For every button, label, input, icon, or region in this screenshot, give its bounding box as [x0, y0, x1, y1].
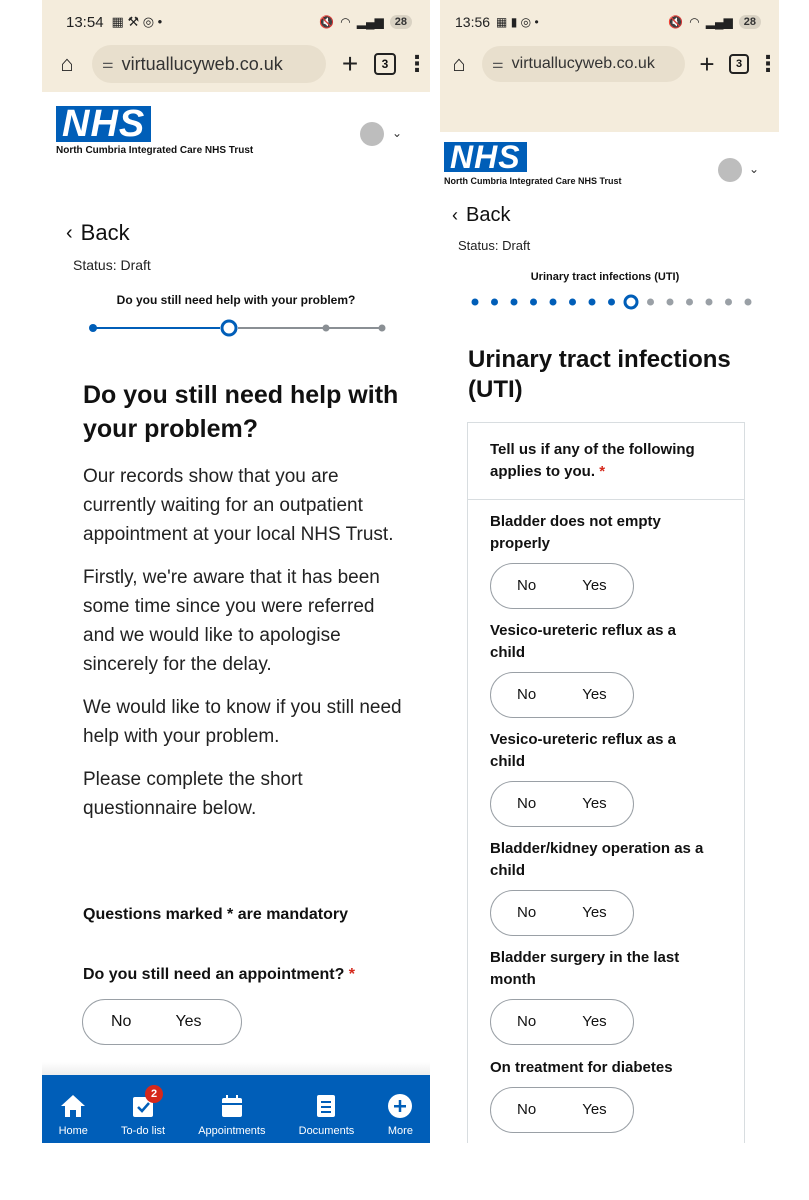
question-item [468, 947, 732, 1045]
progress-step-todo [647, 299, 654, 306]
progress-step-todo [745, 299, 752, 306]
address-bar[interactable] [92, 45, 326, 83]
question-item [468, 838, 752, 936]
status-bar [42, 0, 430, 44]
nav-label: Home [58, 1125, 88, 1137]
intro-text [83, 462, 403, 823]
question-label: Vesico-ureteric reflux as a child [490, 731, 676, 770]
nhs-logo[interactable]: NHS [56, 106, 151, 142]
progress-step-2-current [222, 321, 236, 335]
url-text: virtuallucyweb.co.uk [511, 55, 655, 72]
status-label: Status: Draft [458, 238, 531, 253]
avatar[interactable] [360, 122, 384, 146]
progress-step-done [530, 299, 537, 306]
page-title: Do you still need help with your problem? [83, 381, 399, 443]
question-item [468, 620, 732, 718]
yes-option[interactable]: Yes [582, 577, 607, 594]
yes-option[interactable]: Yes [175, 1013, 202, 1030]
nhs-header [42, 92, 430, 160]
home-icon[interactable]: ⌂ [452, 51, 466, 76]
yes-no-toggle[interactable] [490, 999, 634, 1045]
new-tab-icon[interactable]: + [699, 48, 715, 79]
home-icon[interactable]: ⌂ [60, 51, 74, 76]
paragraph: We would like to know if you still need help with your problem. [83, 697, 402, 747]
yes-option[interactable]: Yes [582, 904, 607, 921]
clock: 13:54 [66, 13, 104, 31]
progress-stepper [82, 316, 392, 340]
trust-name: North Cumbria Integrated Care NHS Trust [444, 176, 622, 186]
avatar[interactable] [718, 158, 742, 182]
paragraph: Firstly, we're aware that it has been some time since you were referred and we would like to apologise sincerely for the delay. [83, 567, 380, 675]
progress-step-done [472, 299, 479, 306]
left-phone-screen [42, 0, 430, 1143]
todo-badge: 2 [145, 1085, 163, 1103]
required-marker: * [348, 966, 356, 983]
progress-step-done [491, 299, 498, 306]
question-label: On treatment for diabetes [490, 1059, 673, 1076]
calendar-icon [219, 1093, 245, 1119]
nav-appointments[interactable] [198, 1093, 265, 1137]
question-item [468, 729, 732, 827]
no-option[interactable]: No [517, 686, 537, 703]
wifi-icon: ◠ [689, 15, 700, 29]
nav-label: Documents [298, 1125, 355, 1137]
progress-step-3 [323, 325, 330, 332]
progress-stepper [468, 290, 778, 314]
yes-option[interactable]: Yes [582, 1013, 607, 1030]
trust-name: North Cumbria Integrated Care NHS Trust [56, 145, 254, 156]
nav-more[interactable] [387, 1093, 413, 1137]
url-text: virtuallucyweb.co.uk [121, 53, 283, 74]
paragraph: Our records show that you are currently waiting for an outpatient appointment at your local NHS Trust. [83, 466, 394, 545]
chevron-left-icon: ‹ [452, 205, 458, 225]
page-title: Urinary tract infections (UTI) [468, 346, 731, 403]
chevron-down-icon[interactable]: ⌄ [392, 126, 403, 140]
question-label: Bladder surgery in the last month [490, 949, 680, 988]
question-card [467, 422, 745, 1143]
notification-icons: ▦ ⚒ ◎ • [111, 14, 163, 29]
mandatory-note: Questions marked * are mandatory [83, 906, 348, 923]
progress-step-done [550, 299, 557, 306]
home-icon [60, 1093, 86, 1119]
tab-switcher-button[interactable]: 3 [374, 53, 396, 75]
required-marker: * [599, 462, 606, 480]
progress-step-done [589, 299, 596, 306]
address-bar[interactable] [482, 46, 685, 82]
battery-icon: 28 [390, 15, 412, 29]
mute-icon: 🔇 [319, 15, 335, 29]
progress-step-1 [89, 324, 97, 332]
notification-icons: ▦ ▮ ◎ • [496, 15, 539, 29]
yes-no-toggle[interactable] [490, 781, 634, 827]
back-label: Back [80, 220, 130, 245]
no-option[interactable]: No [517, 577, 537, 594]
content-fade [42, 1062, 430, 1076]
nav-label: More [387, 1125, 413, 1137]
yes-no-toggle[interactable] [490, 672, 634, 718]
yes-option[interactable]: Yes [582, 795, 607, 812]
step-title: Urinary tract infections (UTI) [530, 271, 680, 283]
tab-switcher-button[interactable]: 3 [729, 54, 749, 74]
nav-home[interactable] [59, 1093, 88, 1137]
wifi-icon: ◠ [340, 15, 351, 29]
signal-icon: ▂▄▆ [356, 15, 384, 29]
plus-circle-icon [387, 1093, 413, 1119]
question-text: Do you still need an appointment? [83, 966, 345, 983]
browser-chrome [42, 0, 430, 92]
progress-step-todo [706, 299, 713, 306]
nav-label: Appointments [198, 1125, 266, 1137]
progress-step-todo [667, 299, 674, 306]
nav-documents[interactable] [299, 1093, 355, 1137]
signal-icon: ▂▄▆ [705, 15, 733, 29]
question-item [468, 1057, 752, 1133]
yes-option[interactable]: Yes [582, 1101, 607, 1119]
nhs-header [440, 132, 779, 192]
card-prompt [468, 423, 744, 500]
question-label [83, 966, 355, 984]
yes-no-toggle[interactable] [490, 563, 634, 609]
url-bar-row [42, 44, 430, 92]
question-label: Bladder/kidney operation as a child [490, 840, 704, 879]
no-option[interactable]: No [517, 1101, 537, 1119]
progress-step-done [511, 299, 518, 306]
status-bar [440, 0, 779, 44]
paragraph: Please complete the short questionnaire below. [83, 769, 303, 819]
site-settings-icon[interactable]: ⚌ [102, 56, 114, 71]
yes-option[interactable]: Yes [582, 686, 607, 703]
battery-icon: 28 [739, 15, 761, 29]
no-option[interactable]: No [517, 1013, 537, 1030]
document-icon [313, 1093, 339, 1119]
progress-step-done [569, 299, 576, 306]
question-item [468, 511, 732, 609]
browser-chrome [440, 0, 779, 132]
back-link[interactable] [66, 220, 130, 246]
progress-step-todo [686, 299, 693, 306]
no-option[interactable]: No [517, 904, 537, 921]
bottom-navigation [42, 1075, 430, 1143]
status-label: Status: Draft [73, 257, 151, 273]
mute-icon: 🔇 [668, 15, 684, 29]
site-settings-icon[interactable]: ⚌ [492, 56, 504, 71]
progress-step-4 [379, 325, 386, 332]
chevron-left-icon: ‹ [66, 221, 73, 244]
yes-no-toggle[interactable] [490, 1087, 634, 1133]
chevron-down-icon[interactable]: ⌄ [749, 162, 760, 176]
yes-no-toggle[interactable] [82, 999, 242, 1045]
card-prompt-text: Tell us if any of the following applies to you. [490, 441, 695, 480]
progress-step-todo [725, 299, 732, 306]
yes-no-toggle[interactable] [490, 890, 634, 936]
clock: 13:56 [455, 14, 491, 30]
step-title: Do you still need help with your problem? [116, 293, 356, 307]
progress-step-done [608, 299, 615, 306]
back-label: Back [466, 204, 511, 226]
no-option[interactable]: No [111, 1013, 132, 1030]
nav-todo-list[interactable] [121, 1088, 166, 1137]
progress-step-current [625, 296, 637, 308]
question-label: Bladder does not empty properly [490, 513, 661, 552]
url-bar-row [440, 44, 779, 92]
right-phone-screen [440, 0, 779, 1143]
nav-label: To-do list [121, 1125, 166, 1137]
overflow-menu-icon[interactable]: ⋮ [757, 51, 779, 76]
new-tab-icon[interactable]: + [341, 48, 359, 79]
question-label: Vesico-ureteric reflux as a child [490, 622, 676, 661]
back-link[interactable] [452, 204, 510, 227]
no-option[interactable]: No [517, 795, 537, 812]
overflow-menu-icon[interactable]: ⋮ [406, 51, 428, 76]
nhs-logo[interactable]: NHS [444, 142, 527, 172]
